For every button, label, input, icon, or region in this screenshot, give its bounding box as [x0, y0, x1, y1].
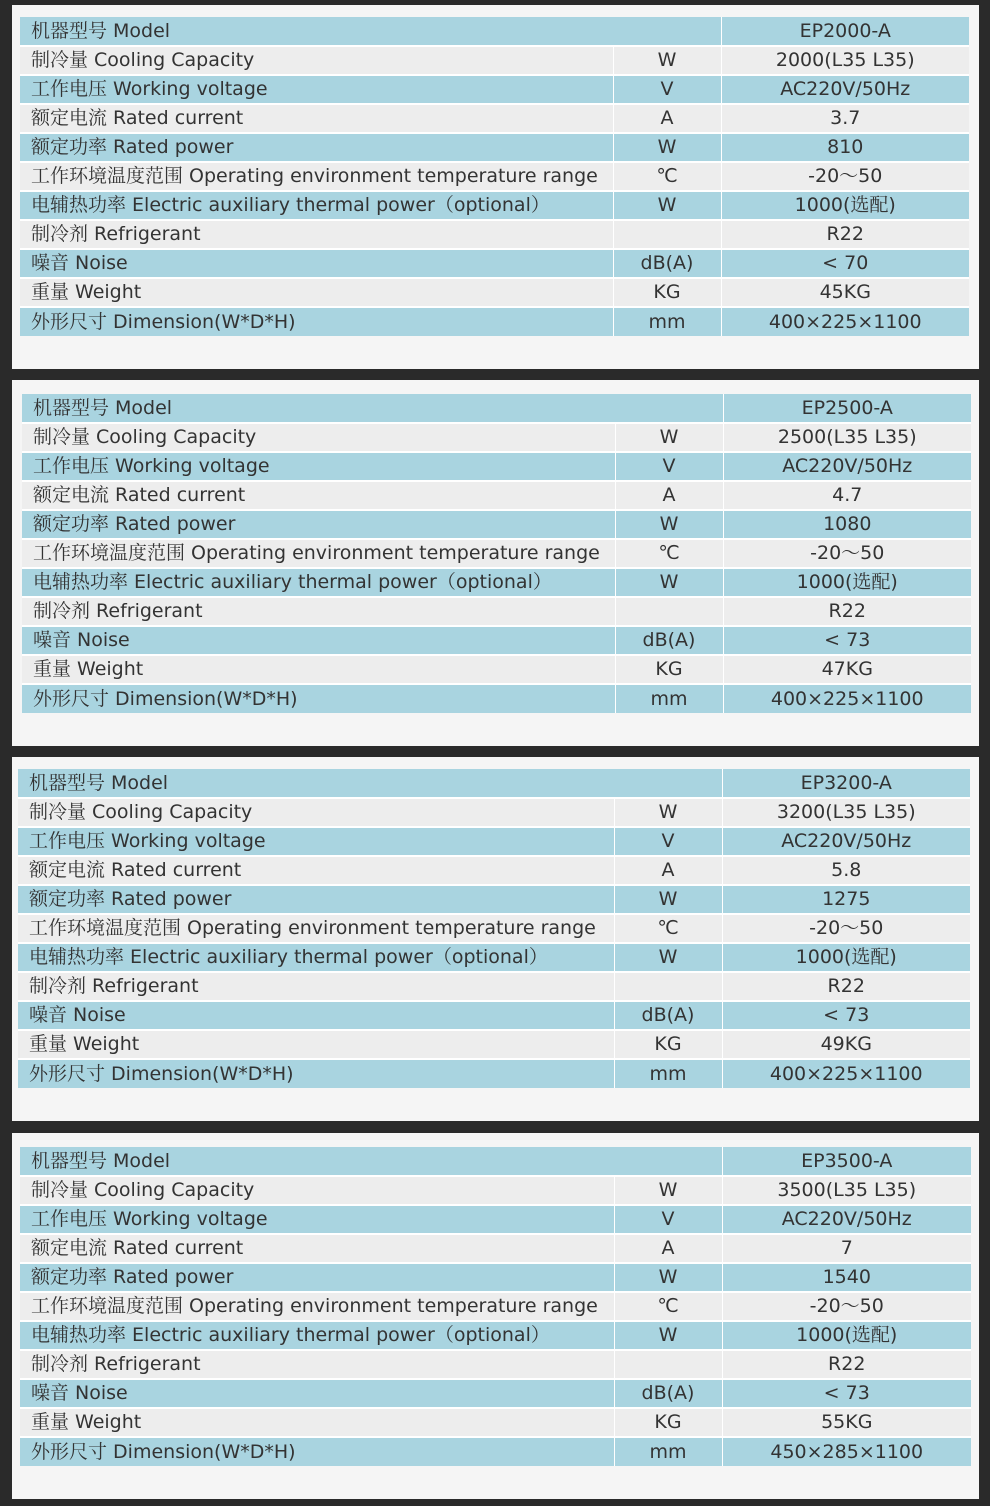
- row-label: 机器型号 Model: [22, 394, 615, 423]
- table-row: [20, 1321, 971, 1350]
- row-unit: mm: [613, 307, 721, 336]
- row-unit: W: [615, 423, 723, 452]
- table-row: [20, 1176, 971, 1205]
- row-unit: W: [613, 191, 721, 220]
- row-value: AC220V/50Hz: [723, 452, 971, 481]
- row-label: 额定功率 Rated power: [18, 885, 614, 914]
- row-value: < 73: [722, 1001, 970, 1030]
- table-row: [22, 684, 971, 713]
- row-value: -20～50: [721, 162, 969, 191]
- row-value: 2000(L35 L35): [721, 46, 969, 75]
- row-label: 额定功率 Rated power: [20, 133, 613, 162]
- row-value: 2500(L35 L35): [723, 423, 971, 452]
- row-value: 1000(选配): [721, 191, 969, 220]
- row-value: 4.7: [723, 481, 971, 510]
- row-value: R22: [722, 1350, 971, 1379]
- row-unit: [614, 1350, 722, 1379]
- row-label: 外形尺寸 Dimension(W*D*H): [18, 1059, 614, 1088]
- row-value: 1275: [722, 885, 970, 914]
- table-row: [22, 597, 971, 626]
- table-row: [18, 1001, 970, 1030]
- table-row: [20, 307, 969, 336]
- row-label: 工作环境温度范围 Operating environment temperature range: [22, 539, 615, 568]
- row-label: 重量 Weight: [22, 655, 615, 684]
- row-value: < 73: [723, 626, 971, 655]
- table-row: [20, 75, 969, 104]
- table-row: [22, 452, 971, 481]
- row-value: 1540: [722, 1263, 971, 1292]
- row-unit: dB(A): [614, 1001, 722, 1030]
- row-unit: mm: [614, 1437, 722, 1466]
- row-label: 制冷剂 Refrigerant: [20, 1350, 614, 1379]
- row-unit: [615, 394, 723, 423]
- row-value: 47KG: [723, 655, 971, 684]
- row-value: 49KG: [722, 1030, 970, 1059]
- table-row: [20, 1350, 971, 1379]
- row-label: 制冷量 Cooling Capacity: [18, 798, 614, 827]
- row-value: 3200(L35 L35): [722, 798, 970, 827]
- row-unit: ℃: [615, 539, 723, 568]
- table-row: [22, 481, 971, 510]
- table-row: [20, 133, 969, 162]
- row-unit: dB(A): [613, 249, 721, 278]
- row-label: 噪音 Noise: [20, 249, 613, 278]
- row-unit: W: [615, 510, 723, 539]
- row-label: 电辅热功率 Electric auxiliary thermal power（optional）: [18, 943, 614, 972]
- row-unit: [614, 1147, 722, 1176]
- table-row: [22, 626, 971, 655]
- table-row: [20, 1292, 971, 1321]
- spec-panel-4: [12, 1133, 979, 1499]
- table-row: [18, 885, 970, 914]
- row-label: 电辅热功率 Electric auxiliary thermal power（optional）: [20, 1321, 614, 1350]
- row-unit: [614, 769, 722, 798]
- row-unit: V: [615, 452, 723, 481]
- row-label: 重量 Weight: [20, 1408, 614, 1437]
- table-row: [22, 539, 971, 568]
- row-value: R22: [723, 597, 971, 626]
- row-value: -20～50: [723, 539, 971, 568]
- table-row: [20, 1234, 971, 1263]
- table-row: [22, 394, 971, 423]
- spec-table-4: [20, 1147, 971, 1466]
- table-row: [18, 1030, 970, 1059]
- row-label: 工作环境温度范围 Operating environment temperature range: [20, 162, 613, 191]
- row-unit: mm: [614, 1059, 722, 1088]
- table-row: [20, 104, 969, 133]
- row-label: 制冷剂 Refrigerant: [20, 220, 613, 249]
- row-value: 55KG: [722, 1408, 971, 1437]
- row-unit: mm: [615, 684, 723, 713]
- row-value: 1000(选配): [722, 1321, 971, 1350]
- table-row: [20, 249, 969, 278]
- row-label: 外形尺寸 Dimension(W*D*H): [20, 307, 613, 336]
- table-row: [18, 1059, 970, 1088]
- row-label: 制冷量 Cooling Capacity: [22, 423, 615, 452]
- row-unit: W: [614, 1263, 722, 1292]
- row-label: 制冷量 Cooling Capacity: [20, 1176, 614, 1205]
- table-row: [22, 423, 971, 452]
- table-row: [18, 798, 970, 827]
- row-value: AC220V/50Hz: [722, 827, 970, 856]
- row-value: 400×225×1100: [721, 307, 969, 336]
- row-value: EP2500-A: [723, 394, 971, 423]
- row-unit: W: [614, 1321, 722, 1350]
- row-label: 工作环境温度范围 Operating environment temperature range: [18, 914, 614, 943]
- row-value: 1080: [723, 510, 971, 539]
- table-row: [20, 17, 969, 46]
- spec-panel-2: [12, 380, 979, 746]
- row-label: 额定电流 Rated current: [20, 1234, 614, 1263]
- table-row: [20, 1147, 971, 1176]
- table-row: [20, 220, 969, 249]
- row-value: < 73: [722, 1379, 971, 1408]
- row-value: 5.8: [722, 856, 970, 885]
- table-row: [20, 1437, 971, 1466]
- row-unit: V: [614, 827, 722, 856]
- row-label: 外形尺寸 Dimension(W*D*H): [22, 684, 615, 713]
- row-value: 400×225×1100: [722, 1059, 970, 1088]
- row-unit: KG: [615, 655, 723, 684]
- row-label: 噪音 Noise: [20, 1379, 614, 1408]
- table-row: [18, 856, 970, 885]
- table-row: [20, 1408, 971, 1437]
- row-unit: V: [614, 1205, 722, 1234]
- row-value: EP2000-A: [721, 17, 969, 46]
- table-row: [20, 1379, 971, 1408]
- row-label: 噪音 Noise: [18, 1001, 614, 1030]
- row-unit: W: [614, 798, 722, 827]
- row-unit: A: [613, 104, 721, 133]
- row-unit: W: [613, 46, 721, 75]
- spec-table-1: [20, 17, 969, 336]
- row-unit: [613, 17, 721, 46]
- row-unit: W: [614, 885, 722, 914]
- row-unit: W: [614, 1176, 722, 1205]
- row-unit: ℃: [614, 1292, 722, 1321]
- spec-table-3: [18, 769, 970, 1088]
- row-label: 额定电流 Rated current: [20, 104, 613, 133]
- row-unit: KG: [614, 1030, 722, 1059]
- table-row: [18, 769, 970, 798]
- table-row: [20, 46, 969, 75]
- row-value: EP3200-A: [722, 769, 970, 798]
- row-label: 电辅热功率 Electric auxiliary thermal power（optional）: [20, 191, 613, 220]
- row-value: < 70: [721, 249, 969, 278]
- row-label: 工作电压 Working voltage: [22, 452, 615, 481]
- row-value: 3500(L35 L35): [722, 1176, 971, 1205]
- table-row: [18, 827, 970, 856]
- table-row: [20, 1205, 971, 1234]
- row-label: 工作电压 Working voltage: [20, 1205, 614, 1234]
- row-unit: A: [614, 1234, 722, 1263]
- row-unit: dB(A): [615, 626, 723, 655]
- row-label: 额定功率 Rated power: [20, 1263, 614, 1292]
- row-unit: A: [615, 481, 723, 510]
- row-unit: V: [613, 75, 721, 104]
- row-label: 噪音 Noise: [22, 626, 615, 655]
- row-unit: W: [614, 943, 722, 972]
- spec-panel-1: [12, 5, 979, 369]
- row-label: 工作环境温度范围 Operating environment temperature range: [20, 1292, 614, 1321]
- row-label: 重量 Weight: [18, 1030, 614, 1059]
- row-value: R22: [721, 220, 969, 249]
- row-value: 45KG: [721, 278, 969, 307]
- row-label: 机器型号 Model: [20, 17, 613, 46]
- table-row: [22, 510, 971, 539]
- table-row: [20, 278, 969, 307]
- row-value: 1000(选配): [723, 568, 971, 597]
- row-label: 额定电流 Rated current: [22, 481, 615, 510]
- row-unit: W: [615, 568, 723, 597]
- row-value: EP3500-A: [722, 1147, 971, 1176]
- row-label: 电辅热功率 Electric auxiliary thermal power（optional）: [22, 568, 615, 597]
- row-value: 1000(选配): [722, 943, 970, 972]
- row-unit: ℃: [614, 914, 722, 943]
- table-row: [18, 972, 970, 1001]
- row-value: 7: [722, 1234, 971, 1263]
- row-unit: [614, 972, 722, 1001]
- table-row: [18, 914, 970, 943]
- row-value: 3.7: [721, 104, 969, 133]
- row-value: 810: [721, 133, 969, 162]
- row-value: 450×285×1100: [722, 1437, 971, 1466]
- row-label: 重量 Weight: [20, 278, 613, 307]
- table-row: [18, 943, 970, 972]
- row-label: 机器型号 Model: [20, 1147, 614, 1176]
- row-label: 制冷剂 Refrigerant: [18, 972, 614, 1001]
- row-unit: dB(A): [614, 1379, 722, 1408]
- table-row: [20, 1263, 971, 1292]
- row-value: -20～50: [722, 914, 970, 943]
- row-unit: KG: [613, 278, 721, 307]
- row-label: 机器型号 Model: [18, 769, 614, 798]
- row-unit: A: [614, 856, 722, 885]
- row-unit: W: [613, 133, 721, 162]
- row-unit: KG: [614, 1408, 722, 1437]
- row-value: AC220V/50Hz: [721, 75, 969, 104]
- row-label: 工作电压 Working voltage: [18, 827, 614, 856]
- row-unit: [613, 220, 721, 249]
- row-value: 400×225×1100: [723, 684, 971, 713]
- table-row: [20, 191, 969, 220]
- row-label: 额定功率 Rated power: [22, 510, 615, 539]
- row-unit: ℃: [613, 162, 721, 191]
- table-row: [20, 162, 969, 191]
- spec-table-2: [22, 394, 971, 713]
- table-row: [22, 655, 971, 684]
- row-value: AC220V/50Hz: [722, 1205, 971, 1234]
- row-label: 外形尺寸 Dimension(W*D*H): [20, 1437, 614, 1466]
- row-label: 额定电流 Rated current: [18, 856, 614, 885]
- row-label: 制冷量 Cooling Capacity: [20, 46, 613, 75]
- table-row: [22, 568, 971, 597]
- spec-panel-3: [12, 757, 979, 1121]
- row-label: 制冷剂 Refrigerant: [22, 597, 615, 626]
- row-unit: [615, 597, 723, 626]
- row-value: R22: [722, 972, 970, 1001]
- row-value: -20～50: [722, 1292, 971, 1321]
- row-label: 工作电压 Working voltage: [20, 75, 613, 104]
